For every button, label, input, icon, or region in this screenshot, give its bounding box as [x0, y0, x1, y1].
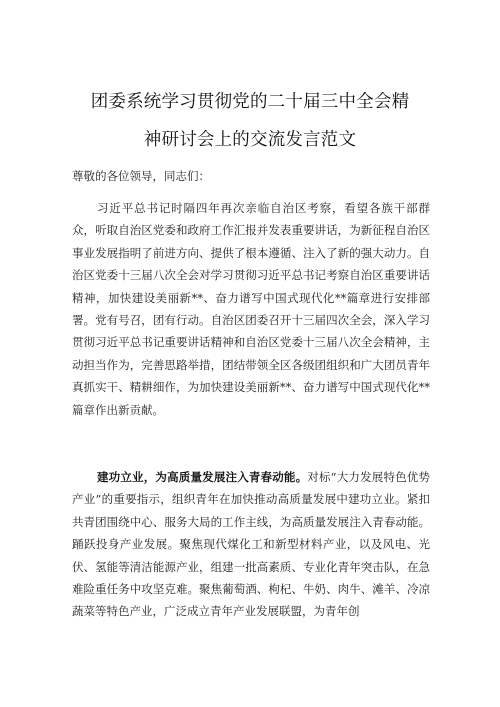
paragraph-2 [72, 466, 430, 623]
paragraph-2-body: 对标“大力发展特色优势产业”的重要指示，组织青年在加快推动高质量发展中建功立业。紧扣共青团围绕中心、服务大局的工作主线，为高质量发展注入青春动能。踊跃投身产业发展。聚焦现代煤化工和新型材料产业，以及风电、光伏、氢能等清洁能源产业，组建一批高素质、专业化青年突击队，在急难险重任务中攻坚克难。聚焦葡萄酒、枸杞、牛奶、肉牛、滩羊、冷凉蔬菜等特色产业，广泛成立青年产业发展联盟，为青年创 [72, 470, 430, 619]
salutation: 尊敬的各位领导，同志们： [72, 169, 210, 183]
paragraph-1: 习近平总书记时隔四年再次亲临自治区考察，看望各族干部群众，听取自治区党委和政府工作汇报并发表重要讲话，为新征程自治区事业发展指明了前进方向、提供了根本遵循、注入了新的强大动力。自治区党委十三届八次全会对学习贯彻习近平总书记考察自治区重要讲话精神，加快建设美丽新**、奋力谱写中国式现代化**篇章进行安排部署。党有号召，团有行动。自治区团委召开十三届四次全会，深入学习贯彻习近平总书记重要讲话精神和自治区党委十三届八次全会精神，主动担当作为，完善思路举措，团结带领全区各级团组织和广大团员青年真抓实干、精耕细作，为加快建设美丽新**、奋力谱写中国式现代化**篇章作出新贡献。 [72, 201, 430, 417]
document-title-line-1: 团委系统学习贯彻党的二十届三中全会精 [90, 92, 410, 112]
paragraph-2-lead: 建功立业，为高质量发展注入青春动能。 [97, 470, 308, 484]
document-title-line-2: 神研讨会上的交流发言范文 [143, 130, 357, 150]
